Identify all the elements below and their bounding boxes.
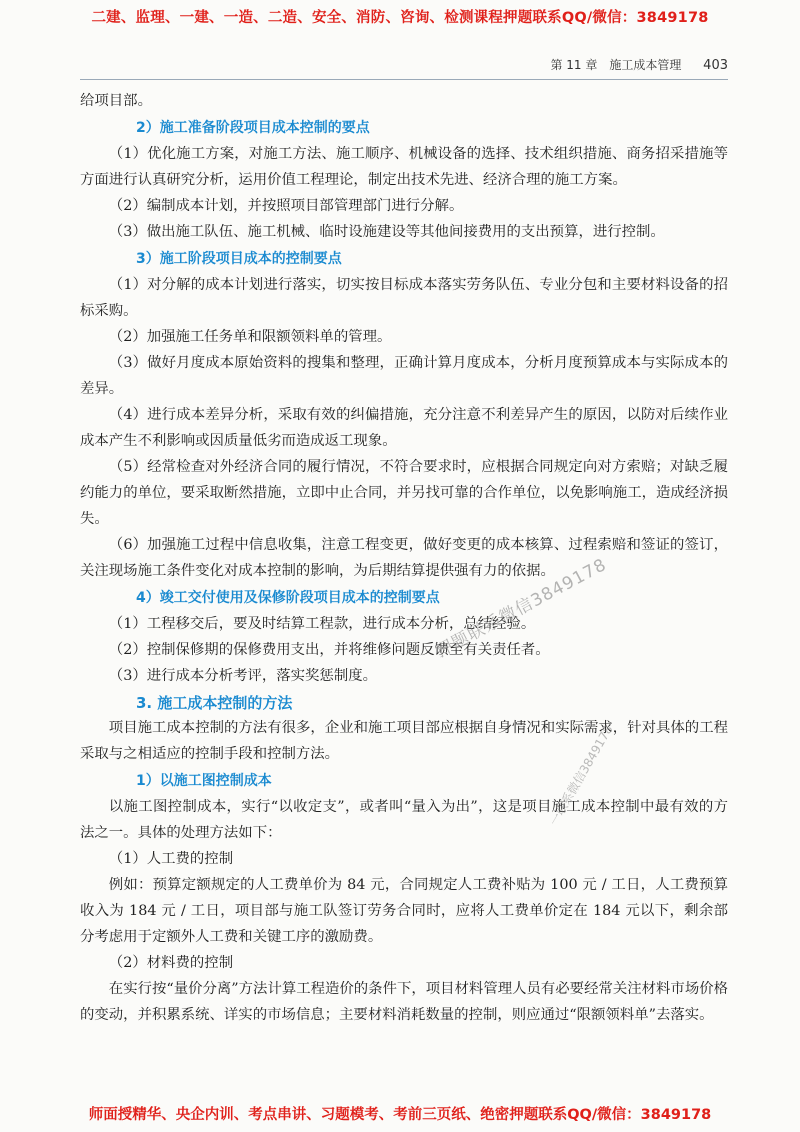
paragraph: （2）编制成本计划，并按照项目部管理部门进行分解。 bbox=[108, 198, 464, 214]
top-promo-banner: 二建、监理、一建、一造、二造、安全、消防、咨询、检测课程押题联系QQ/微信：3849178 bbox=[91, 10, 709, 26]
paragraph: （2）材料费的控制 bbox=[108, 955, 234, 971]
paragraph: 以施工图控制成本，实行“以收定支”，或者叫“量入为出”，这是项目施工成本控制中最有效的方法之一。具体的处理方法如下： bbox=[80, 799, 728, 841]
paragraph: 在实行按“量价分离”方法计算工程造价的条件下，项目材料管理人员有必要经常关注材料市场价格的变动，并积累系统、详实的市场信息；主要材料消耗数量的控制，则应通过“限额领料单”去落实。 bbox=[80, 981, 728, 1023]
section-heading: 3. 施工成本控制的方法 bbox=[136, 694, 293, 712]
paragraph: （1）优化施工方案，对施工方法、施工顺序、机械设备的选择、技术组织措施、商务招采措施等方面进行认真研究分析，运用价值工程理论，制定出技术先进、经济合理的施工方案。 bbox=[80, 146, 728, 188]
paragraph: （2）控制保修期的保修费用支出，并将维修问题反馈至有关责任者。 bbox=[108, 642, 550, 658]
subsection-heading: 1）以施工图控制成本 bbox=[136, 773, 272, 789]
paragraph: （1）人工费的控制 bbox=[108, 851, 234, 867]
watermark-text: 押题联系微信3849178 bbox=[432, 554, 611, 663]
paragraph: 例如：预算定额规定的人工费单价为 84 元，合同规定人工费补贴为 100 元 / 工日，人工费预算收入为 184 元 / 工日，项目部与施工队签订劳务合同时，应将人工费单价定在 184 元以下，剩余部分考虑用于定额外人工费和关键工序的激励费。 bbox=[80, 877, 728, 945]
header-rule bbox=[80, 79, 728, 80]
watermark-text-small: 一联系微信3849178 bbox=[546, 722, 616, 828]
bottom-promo-banner: 师面授精华、央企内训、考点串讲、习题模考、考前三页纸、绝密押题联系QQ/微信：3849178 bbox=[88, 1107, 712, 1123]
subsection-heading: 4）竣工交付使用及保修阶段项目成本的控制要点 bbox=[136, 590, 440, 606]
paragraph: （6）加强施工过程中信息收集，注意工程变更，做好变更的成本核算、过程索赔和签证的签订，关注现场施工条件变化对成本控制的影响，为后期结算提供强有力的依据。 bbox=[80, 537, 728, 579]
paragraph: （5）经常检查对外经济合同的履行情况，不符合要求时，应根据合同规定向对方索赔；对缺乏履约能力的单位，要采取断然措施，立即中止合同，并另找可靠的合作单位，以免影响施工，造成经济损失。 bbox=[80, 459, 728, 527]
paragraph: （1）工程移交后，要及时结算工程款，进行成本分析，总结经验。 bbox=[108, 616, 536, 632]
running-head bbox=[550, 56, 728, 73]
chapter-title: 第 11 章 施工成本管理 bbox=[550, 58, 682, 72]
page-number: 403 bbox=[703, 58, 728, 73]
subsection-heading: 2）施工准备阶段项目成本控制的要点 bbox=[136, 120, 370, 136]
paragraph: （4）进行成本差异分析，采取有效的纠偏措施，充分注意不利差异产生的原因，以防对后续作业成本产生不利影响或因质量低劣而造成返工现象。 bbox=[80, 407, 728, 449]
paragraph: （3）进行成本分析考评，落实奖惩制度。 bbox=[108, 668, 377, 684]
paragraph: 项目施工成本控制的方法有很多，企业和施工项目部应根据自身情况和实际需求，针对具体的工程采取与之相适应的控制手段和控制方法。 bbox=[80, 720, 728, 762]
paragraph: 给项目部。 bbox=[80, 93, 152, 109]
paragraph: （3）做好月度成本原始资料的搜集和整理，正确计算月度成本，分析月度预算成本与实际成本的差异。 bbox=[80, 355, 728, 397]
paragraph: （1）对分解的成本计划进行落实，切实按目标成本落实劳务队伍、专业分包和主要材料设备的招标采购。 bbox=[80, 277, 728, 319]
paragraph: （3）做出施工队伍、施工机械、临时设施建设等其他间接费用的支出预算，进行控制。 bbox=[108, 224, 665, 240]
paragraph: （2）加强施工任务单和限额领料单的管理。 bbox=[108, 329, 392, 345]
page-body bbox=[80, 88, 728, 1028]
subsection-heading: 3）施工阶段项目成本的控制要点 bbox=[136, 251, 342, 267]
